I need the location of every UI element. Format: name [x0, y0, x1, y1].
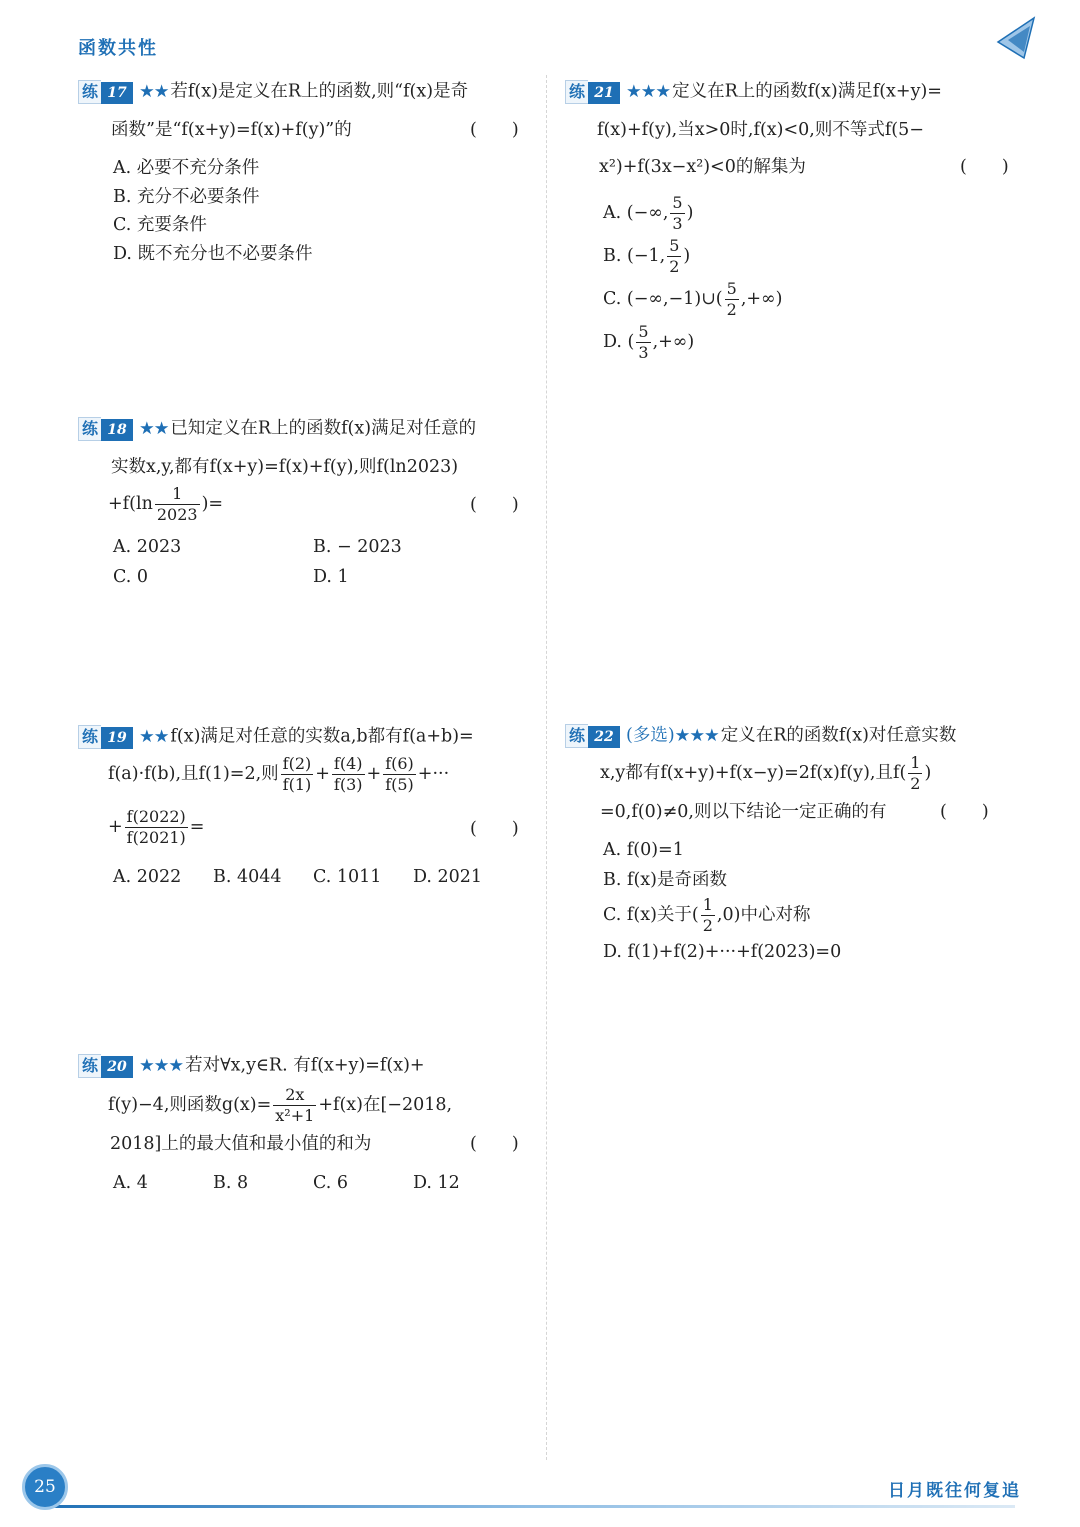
answer-paren: ( ) — [470, 1134, 519, 1154]
answer-paren: ( ) — [960, 157, 1009, 177]
difficulty-stars: ★★ — [139, 726, 169, 747]
question-formula: x,y都有f(x+y)+f(x−y)=2f(x)f(y),且f( $\frac{1}{2}$ ) — [600, 753, 932, 793]
option-d: D. 既不充分也不必要条件 — [113, 244, 313, 264]
question-text: 已知定义在R上的函数f(x)满足对任意的 — [170, 418, 477, 439]
option-a: A. 必要不充分条件 — [113, 158, 260, 178]
option-a: A. 2023 — [113, 537, 182, 557]
option-c: C. 0 — [113, 567, 149, 587]
question-text: f(x)满足对任意的实数a,b都有f(a+b)= — [170, 726, 474, 747]
footer-slogan: 日月既往何复追 — [888, 1481, 1021, 1501]
question-text: 若f(x)是定义在R上的函数,则“f(x)是奇 — [170, 81, 469, 102]
page-number: 25 — [22, 1464, 68, 1510]
option-b: B. 充分不必要条件 — [113, 187, 260, 207]
page-header-title: 函数共性 — [78, 38, 158, 59]
option-d: D. ( $\frac{5}{3}$ ,+∞) — [603, 322, 695, 362]
question-formula: +f(ln $\frac{1}{2023}$ )= — [108, 484, 224, 524]
question-text: =0,f(0)≠0,则以下结论一定正确的有 — [600, 802, 887, 822]
difficulty-stars: ★★ — [139, 418, 169, 439]
answer-paren: ( ) — [470, 495, 519, 515]
difficulty-stars: ★★★ — [626, 81, 671, 102]
option-c: C. 6 — [313, 1173, 349, 1193]
question-badge: 练 17 — [78, 80, 133, 104]
answer-paren: ( ) — [470, 819, 519, 839]
option-b: B. (−1, $\frac{5}{2}$ ) — [603, 236, 691, 276]
question-formula: + $\frac{f(2022)}{f(2021)}$ = — [108, 807, 205, 847]
logo-icon — [994, 12, 1040, 62]
question-text: f(x)+f(y),当x>0时,f(x)<0,则不等式f(5− — [597, 120, 924, 140]
column-divider — [546, 75, 547, 1460]
option-a: A. 4 — [113, 1173, 148, 1193]
question-formula: f(a)·f(b),且f(1)=2,则 $\frac{f(2)}{f(1)}$ + $\frac{f(4)}{f(3)}$ + $\frac{f(6)}{f(5)}$ +··· — [108, 754, 450, 794]
option-a: A. f(0)=1 — [603, 840, 684, 860]
difficulty-stars: ★★★ — [674, 725, 719, 746]
answer-paren: ( ) — [940, 802, 989, 822]
question-text: 定义在R的函数f(x)对任意实数 — [720, 725, 957, 746]
question-badge: 练 19 — [78, 725, 133, 749]
answer-paren: ( ) — [470, 120, 519, 140]
question-text: 2018]上的最大值和最小值的和为 — [110, 1134, 372, 1154]
question-badge: 练 18 — [78, 417, 133, 441]
option-c: C. (−∞,−1)∪( $\frac{5}{2}$ ,+∞) — [603, 279, 783, 319]
option-d: D. 2021 — [413, 867, 483, 887]
question-text: 定义在R上的函数f(x)满足f(x+y)= — [672, 81, 942, 102]
option-a: A. (−∞, $\frac{5}{3}$ ) — [603, 193, 694, 233]
question-badge: 练 20 — [78, 1054, 133, 1078]
option-c: C. 充要条件 — [113, 215, 207, 235]
question-badge: 练 22 — [565, 724, 620, 748]
question-text: 若对∀x,y∈R. 有f(x+y)=f(x)+ — [185, 1055, 425, 1076]
option-c: C. 1011 — [313, 867, 382, 887]
question-formula: f(y)−4,则函数g(x)= $\frac{2x}{\text{x²+1}}$ +f(x)在[−2018, — [108, 1085, 453, 1125]
difficulty-stars: ★★★ — [139, 1055, 184, 1076]
multi-select-tag: (多选) — [626, 725, 675, 746]
question-text: 函数”是“f(x+y)=f(x)+f(y)”的 — [111, 120, 352, 140]
option-d: D. 1 — [313, 567, 349, 587]
option-d: D. 12 — [413, 1173, 460, 1193]
difficulty-stars: ★★ — [139, 81, 169, 102]
question-badge: 练 21 — [565, 80, 620, 104]
option-a: A. 2022 — [113, 867, 182, 887]
option-b: B. 8 — [213, 1173, 249, 1193]
option-d: D. f(1)+f(2)+···+f(2023)=0 — [603, 942, 842, 962]
question-text: 实数x,y,都有f(x+y)=f(x)+f(y),则f(ln2023) — [111, 457, 459, 477]
option-b: B. f(x)是奇函数 — [603, 870, 727, 890]
question-text: x²)+f(3x−x²)<0的解集为 — [599, 157, 806, 177]
option-b: B. − 2023 — [313, 537, 402, 557]
footer-rule — [40, 1505, 1015, 1508]
option-c: C. f(x)关于( $\frac{1}{2}$ ,0)中心对称 — [603, 895, 811, 935]
option-b: B. 4044 — [213, 867, 282, 887]
